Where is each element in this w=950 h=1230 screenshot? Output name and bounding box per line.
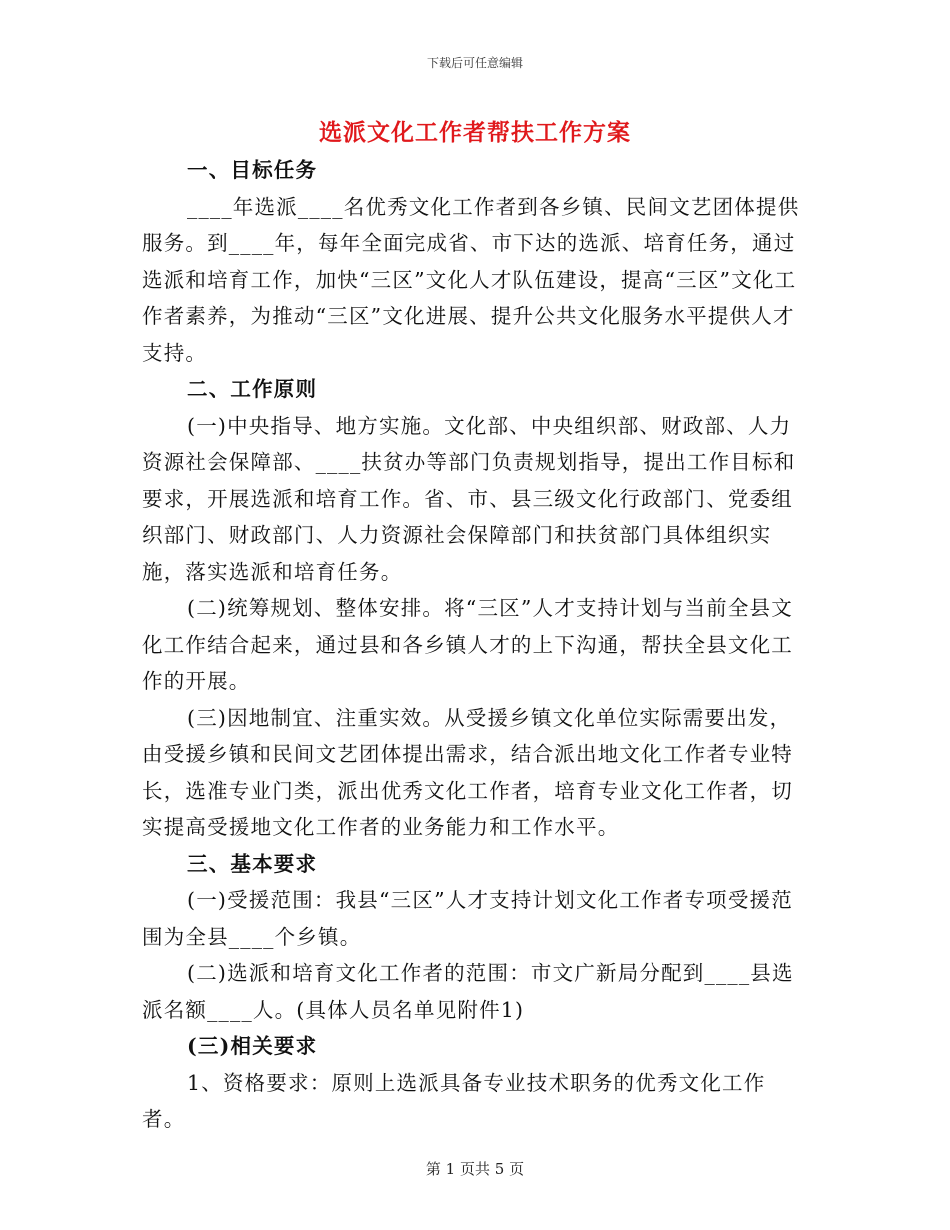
paragraph-requirement-2: (二)选派和培育文化工作者的范围：市文广新局分配到____县选派名额____人。(具体人员名单见附件1) [142,961,794,1022]
document-body [142,152,802,1138]
paragraph-principle-3: (三)因地制宜、注重实效。从受援乡镇文化单位实际需要出发，由受援乡镇和民间文艺团体提出需求，结合派出地文化工作者专业特长，选准专业门类，派出优秀文化工作者，培育专业文化工作者，切实提高受援地文化工作者的业务能力和工作水平。 [142,705,793,839]
header-note: 下载后可任意编辑 [426,56,523,70]
paragraph-goals: ____年选派____名优秀文化工作者到各乡镇、民间文艺团体提供服务。到____年，每年全面完成省、市下达的选派、培育任务，通过选派和培育工作，加快“三区”文化人才队伍建设，提高“三区”文化工作者素养，为推动“三区”文化进展、提升公共文化服务水平提供人才支持。 [142,194,800,365]
section-heading-requirements: 三、基本要求 [187,851,318,876]
page-number: 第 1 页共 5 页 [425,1160,525,1178]
paragraph-qualification: 1、资格要求：原则上选派具备专业技术职务的优秀文化工作者。 [142,1070,766,1131]
paragraph-principle-1: (一)中央指导、地方实施。文化部、中央组织部、财政部、人力资源社会保障部、____扶贫办等部门负责规划指导，提出工作目标和要求，开展选派和培育工作。省、市、县三级文化行政部门、党委组织部门、财政部门、人力资源社会保障部门和扶贫部门具体组织实施，落实选派和培育任务。 [142,413,796,584]
section-heading-goals: 一、目标任务 [187,158,318,182]
section-heading-principles: 二、工作原则 [187,377,318,401]
paragraph-requirement-1: (一)受援范围：我县“三区”人才支持计划文化工作者专项受援范围为全县____个乡镇。 [142,888,793,949]
document-title: 选派文化工作者帮扶工作方案 [319,119,631,146]
subsection-heading-related: (三)相关要求 [187,1034,318,1058]
paragraph-principle-2: (二)统筹规划、整体安排。将“三区”人才支持计划与当前全县文化工作结合起来，通过县和各乡镇人才的上下沟通，帮扶全县文化工作的开展。 [142,596,793,693]
